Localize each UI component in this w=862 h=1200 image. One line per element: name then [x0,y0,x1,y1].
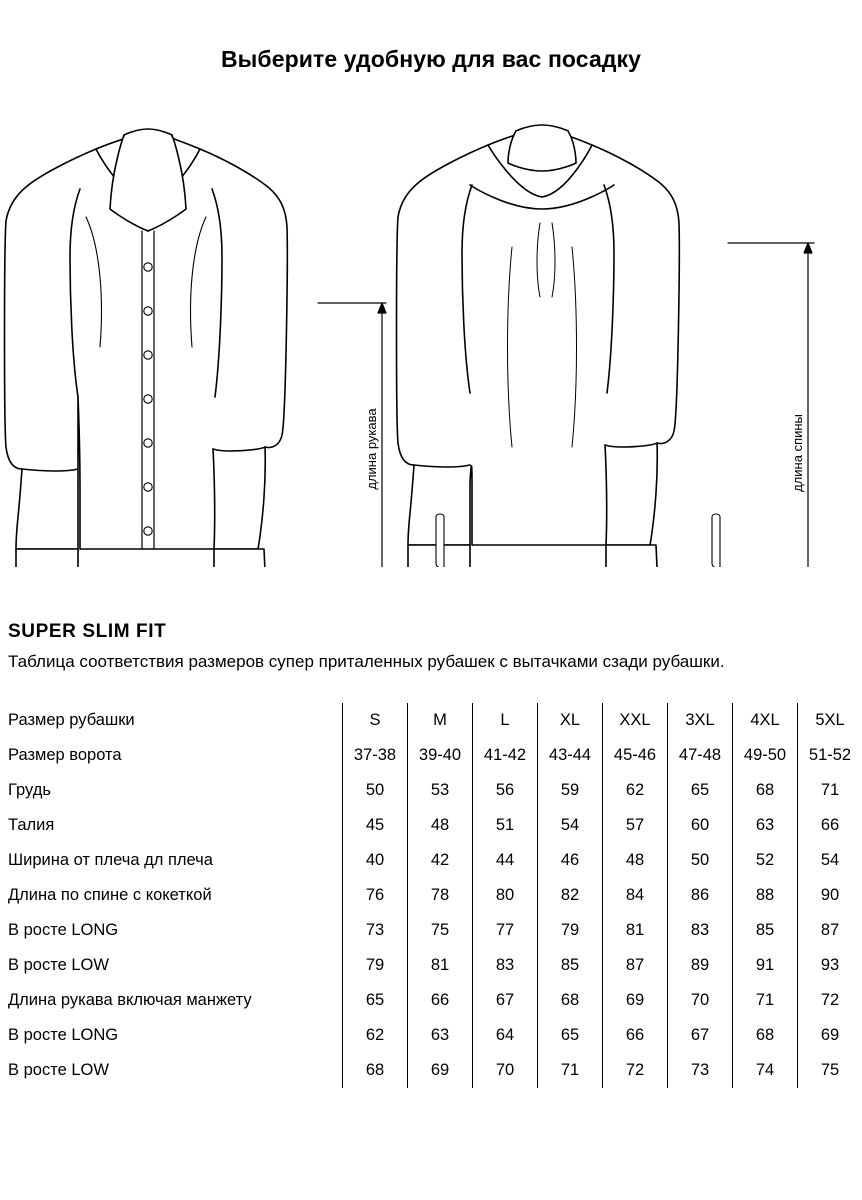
table-cell: 66 [408,983,473,1018]
table-cell: 89 [668,948,733,983]
table-cell: 70 [473,1053,538,1088]
table-cell: 50 [343,773,408,808]
row-label: Талия [8,816,55,834]
size-table-body [8,703,862,1088]
row-label: Размер рубашки [8,711,135,729]
row-label: Длина рукава включая манжету [8,991,252,1009]
table-cell: 39-40 [408,738,473,773]
table-cell: 81 [603,913,668,948]
page-title: Выберите удобную для вас посадку [220,46,642,72]
table-cell: 57 [603,808,668,843]
table-cell: 85 [538,948,603,983]
table-cell: 41-42 [473,738,538,773]
table-cell: 87 [603,948,668,983]
table-cell: M [408,703,473,738]
table-cell: 91 [733,948,798,983]
table-cell: 65 [668,773,733,808]
table-row [8,878,862,913]
table-row [8,1018,862,1053]
table-cell: 80 [473,878,538,913]
table-cell: 44 [473,843,538,878]
table-row [8,913,862,948]
table-cell: 78 [408,878,473,913]
table-cell: 70 [668,983,733,1018]
row-label: Грудь [8,781,51,799]
table-cell: 5XL [798,703,862,738]
table-cell: 45-46 [603,738,668,773]
table-cell: 42 [408,843,473,878]
table-cell: 62 [343,1018,408,1053]
table-cell: 53 [408,773,473,808]
table-cell: 81 [408,948,473,983]
table-cell: 72 [603,1053,668,1088]
table-cell: 3XL [668,703,733,738]
table-cell: XXL [603,703,668,738]
table-cell: 79 [343,948,408,983]
sleeve-length-label: длина рукава [364,408,379,490]
table-row [8,948,862,983]
table-cell: 73 [343,913,408,948]
table-cell: XL [538,703,603,738]
table-cell: 83 [473,948,538,983]
fit-description: Таблица соответствия размеров супер приталенных рубашек с вытачками сзади рубашки. [8,652,725,671]
table-cell: 51 [473,808,538,843]
table-cell: 85 [733,913,798,948]
table-cell: 48 [603,843,668,878]
table-cell: 45 [343,808,408,843]
fit-name: SUPER SLIM FIT [8,621,167,642]
table-cell: 50 [668,843,733,878]
table-cell: 4XL [733,703,798,738]
table-cell: 71 [798,773,862,808]
table-cell: 46 [538,843,603,878]
table-cell: 48 [408,808,473,843]
table-cell: 49-50 [733,738,798,773]
size-table [8,703,862,1088]
row-label: В росте LOW [8,956,109,974]
table-cell: 79 [538,913,603,948]
table-cell: 54 [798,843,862,878]
row-label: Размер ворота [8,746,122,764]
table-cell: 88 [733,878,798,913]
table-row [8,983,862,1018]
table-cell: 67 [473,983,538,1018]
shirt-illustration [0,97,862,567]
table-cell: 63 [733,808,798,843]
row-label: Длина по спине с кокеткой [8,886,212,904]
table-cell: 51-52 [798,738,862,773]
table-cell: 68 [343,1053,408,1088]
row-label: В росте LOW [8,1061,109,1079]
table-cell: 54 [538,808,603,843]
row-label: В росте LONG [8,1026,119,1044]
table-cell: 77 [473,913,538,948]
table-cell: 69 [408,1053,473,1088]
table-cell: 43-44 [538,738,603,773]
table-cell: 87 [798,913,862,948]
table-cell: 76 [343,878,408,913]
table-row [8,843,862,878]
size-table-wrap [0,703,862,1088]
table-cell: 71 [538,1053,603,1088]
table-cell: 65 [343,983,408,1018]
table-cell: 75 [798,1053,862,1088]
table-cell: S [343,703,408,738]
table-cell: L [473,703,538,738]
table-row [8,1053,862,1088]
table-row [8,703,862,738]
table-cell: 37-38 [343,738,408,773]
table-cell: 66 [798,808,862,843]
table-cell: 86 [668,878,733,913]
table-cell: 73 [668,1053,733,1088]
table-cell: 63 [408,1018,473,1053]
row-label: В росте LONG [8,921,119,939]
table-cell: 60 [668,808,733,843]
table-cell: 83 [668,913,733,948]
table-cell: 40 [343,843,408,878]
table-cell: 90 [798,878,862,913]
table-row [8,738,862,773]
table-cell: 72 [798,983,862,1018]
table-cell: 71 [733,983,798,1018]
table-cell: 56 [473,773,538,808]
table-cell: 68 [733,773,798,808]
table-cell: 52 [733,843,798,878]
table-cell: 66 [603,1018,668,1053]
table-cell: 75 [408,913,473,948]
table-cell: 74 [733,1053,798,1088]
table-cell: 68 [733,1018,798,1053]
table-cell: 69 [603,983,668,1018]
table-cell: 68 [538,983,603,1018]
table-cell: 93 [798,948,862,983]
table-cell: 84 [603,878,668,913]
table-cell: 47-48 [668,738,733,773]
table-cell: 62 [603,773,668,808]
table-cell: 69 [798,1018,862,1053]
table-cell: 64 [473,1018,538,1053]
table-cell: 82 [538,878,603,913]
table-row [8,773,862,808]
row-label: Ширина от плеча дл плеча [8,851,213,869]
table-cell: 65 [538,1018,603,1053]
back-length-label: длина спины [790,414,805,492]
table-cell: 59 [538,773,603,808]
table-row [8,808,862,843]
fit-section [0,621,862,675]
table-cell: 67 [668,1018,733,1053]
